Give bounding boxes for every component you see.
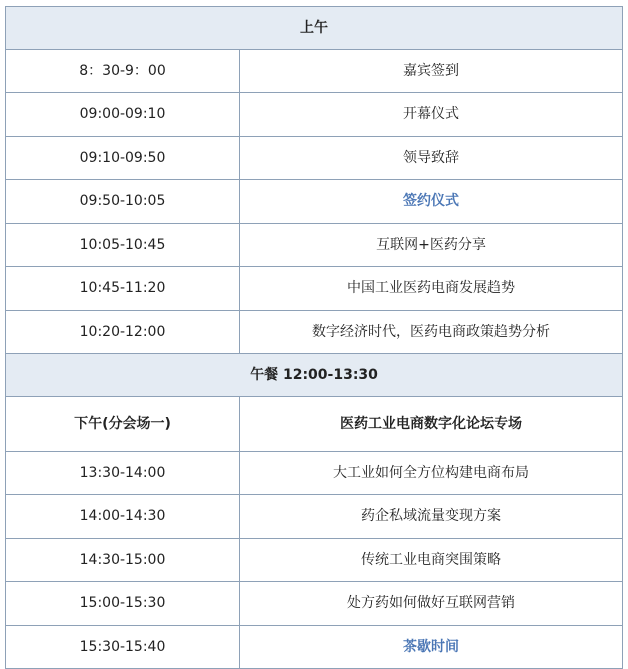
lunch-row — [6, 354, 623, 397]
morning-header-row — [6, 7, 623, 50]
lunch-label: 午餐 12:00-13:30 — [6, 354, 623, 397]
table-row — [6, 50, 623, 93]
time-cell: 09:50-10:05 — [6, 180, 240, 224]
time-cell: 14:30-15:00 — [6, 539, 240, 582]
time-cell: 15:00-15:30 — [6, 582, 240, 626]
event-cell: 数字经济时代，医药电商政策趋势分析 — [240, 311, 623, 354]
afternoon-header-row — [6, 397, 623, 452]
table-row — [6, 93, 623, 137]
time-cell: 10:45-11:20 — [6, 267, 240, 311]
event-cell: 开幕仪式 — [240, 93, 623, 137]
event-cell: 药企私域流量变现方案 — [240, 495, 623, 539]
time-cell: 10:20-12:00 — [6, 311, 240, 354]
table-row — [6, 626, 623, 669]
table-row — [6, 539, 623, 582]
time-cell: 09:00-09:10 — [6, 93, 240, 137]
afternoon-forum-title: 医药工业电商数字化论坛专场 — [240, 397, 623, 452]
event-cell: 嘉宾签到 — [240, 50, 623, 93]
table-row — [6, 224, 623, 267]
event-cell-highlight: 茶歇时间 — [240, 626, 623, 669]
time-cell: 09:10-09:50 — [6, 137, 240, 180]
time-cell: 10:05-10:45 — [6, 224, 240, 267]
event-cell: 中国工业医药电商发展趋势 — [240, 267, 623, 311]
event-cell: 传统工业电商突围策略 — [240, 539, 623, 582]
event-cell: 互联网+医药分享 — [240, 224, 623, 267]
event-cell-highlight: 签约仪式 — [240, 180, 623, 224]
table-row — [6, 267, 623, 311]
table-row — [6, 180, 623, 224]
table-row — [6, 495, 623, 539]
morning-header: 上午 — [6, 7, 623, 50]
event-cell: 大工业如何全方位构建电商布局 — [240, 452, 623, 495]
table-row — [6, 452, 623, 495]
time-cell: 15:30-15:40 — [6, 626, 240, 669]
time-cell: 14:00-14:30 — [6, 495, 240, 539]
event-cell: 处方药如何做好互联网营销 — [240, 582, 623, 626]
schedule-table — [5, 6, 623, 669]
table-row — [6, 582, 623, 626]
event-cell: 领导致辞 — [240, 137, 623, 180]
afternoon-session-label: 下午(分会场一) — [6, 397, 240, 452]
time-cell: 13:30-14:00 — [6, 452, 240, 495]
table-row — [6, 137, 623, 180]
table-row — [6, 311, 623, 354]
time-cell: 8：30-9：00 — [6, 50, 240, 93]
